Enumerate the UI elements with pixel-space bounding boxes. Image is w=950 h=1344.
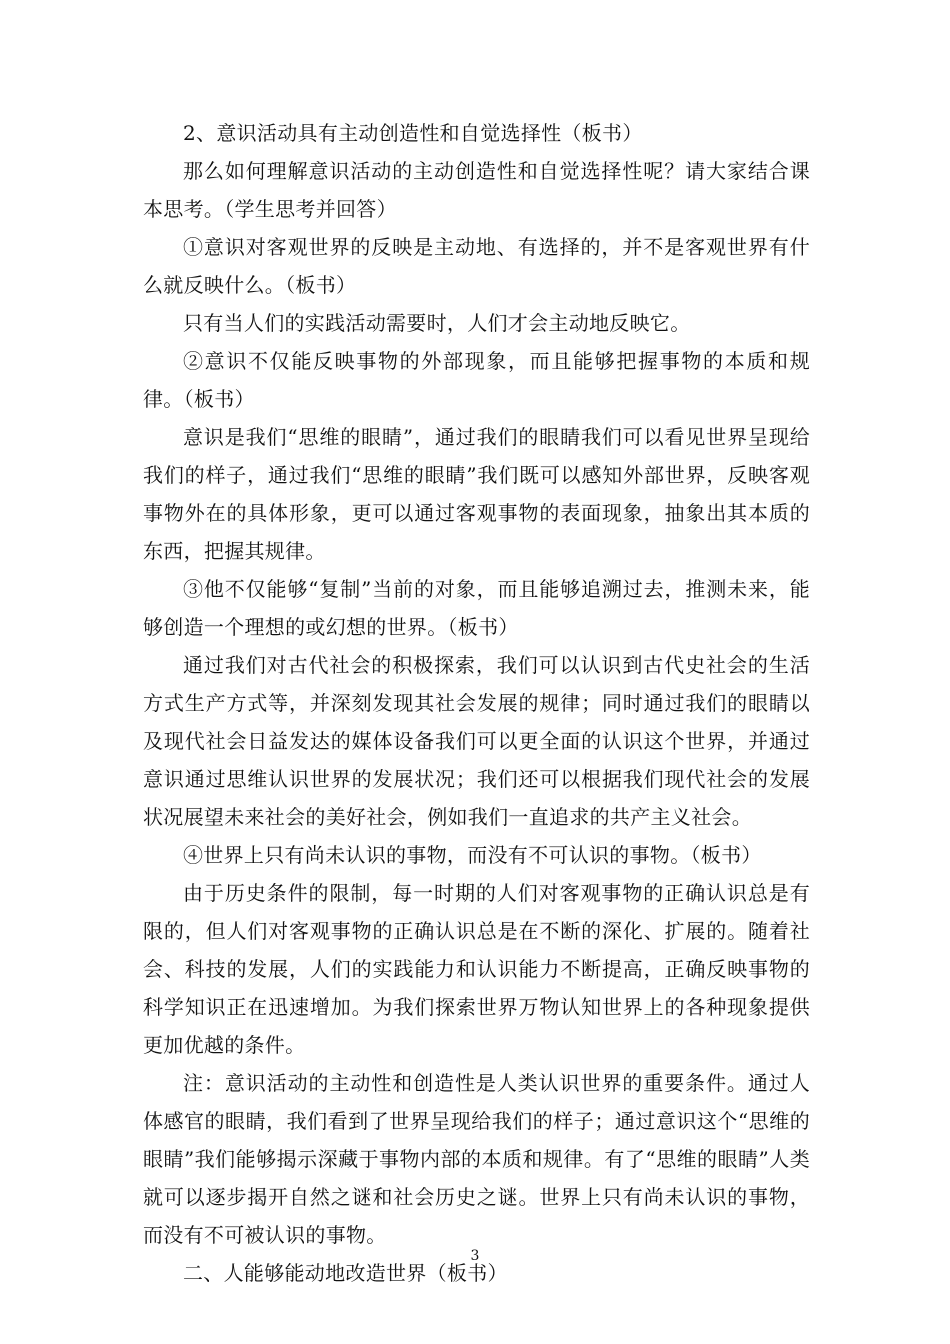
point-2: ②意识不仅能反映事物的外部现象，而且能够把握事物的本质和规律。（板书） <box>143 349 810 411</box>
paragraph-thinking-eyes: 意识是我们“思维的眼睛”，通过我们的眼睛我们可以看见世界呈现给我们的样子，通过我们“思维的眼睛”我们既可以感知外部世界，反映客观事物外在的具体形象，更可以通过客观事物的表面现象，抽象出其本质的东西，把握其规律。 <box>143 425 810 563</box>
paragraph-practice: 只有当人们的实践活动需要时，人们才会主动地反映它。 <box>183 311 691 335</box>
heading-consciousness-creativity: 2、意识活动具有主动创造性和自觉选择性（板书） <box>183 121 643 145</box>
point-4: ④世界上只有尚未认识的事物，而没有不可认识的事物。（板书） <box>183 843 762 867</box>
heading-transform-world: 二、人能够能动地改造世界（板书） <box>183 1261 508 1285</box>
point-1: ①意识对客观世界的反映是主动地、有选择的，并不是客观世界有什么就反映什么。（板书） <box>143 235 810 297</box>
page-number: 3 <box>470 1248 480 1264</box>
paragraph-ancient-society: 通过我们对古代社会的积极探索，我们可以认识到古代史社会的生活方式生产方式等，并深刻发现其社会发展的规律；同时通过我们的眼睛以及现代社会日益发达的媒体设备我们可以更全面的认识这个世界，并通过意识通过思维认识世界的发展状况；我们还可以根据我们现代社会的发展状况展望未来社会的美好社会，例如我们一直追求的共产主义社会。 <box>143 653 810 829</box>
paragraph-question: 那么如何理解意识活动的主动创造性和自觉选择性呢？请大家结合课本思考。（学生思考并回答） <box>143 159 810 221</box>
document-body <box>143 114 810 1292</box>
paragraph-historical-limits: 由于历史条件的限制，每一时期的人们对客观事物的正确认识总是有限的，但人们对客观事物的正确认识总是在不断的深化、扩展的。随着社会、科技的发展，人们的实践能力和认识能力不断提高，正确反映事物的科学知识正在迅速增加。为我们探索世界万物认知世界上的各种现象提供更加优越的条件。 <box>143 881 810 1057</box>
paragraph-note: 注：意识活动的主动性和创造性是人类认识世界的重要条件。通过人体感官的眼睛，我们看到了世界呈现给我们的样子；通过意识这个“思维的眼睛”我们能够揭示深藏于事物内部的本质和规律。有了“思维的眼睛”人类就可以逐步揭开自然之谜和社会历史之谜。世界上只有尚未认识的事物，而没有不可被认识的事物。 <box>143 1071 810 1247</box>
point-3: ③他不仅能够“复制”当前的对象，而且能够追溯过去，推测未来，能够创造一个理想的或幻想的世界。（板书） <box>143 577 810 639</box>
